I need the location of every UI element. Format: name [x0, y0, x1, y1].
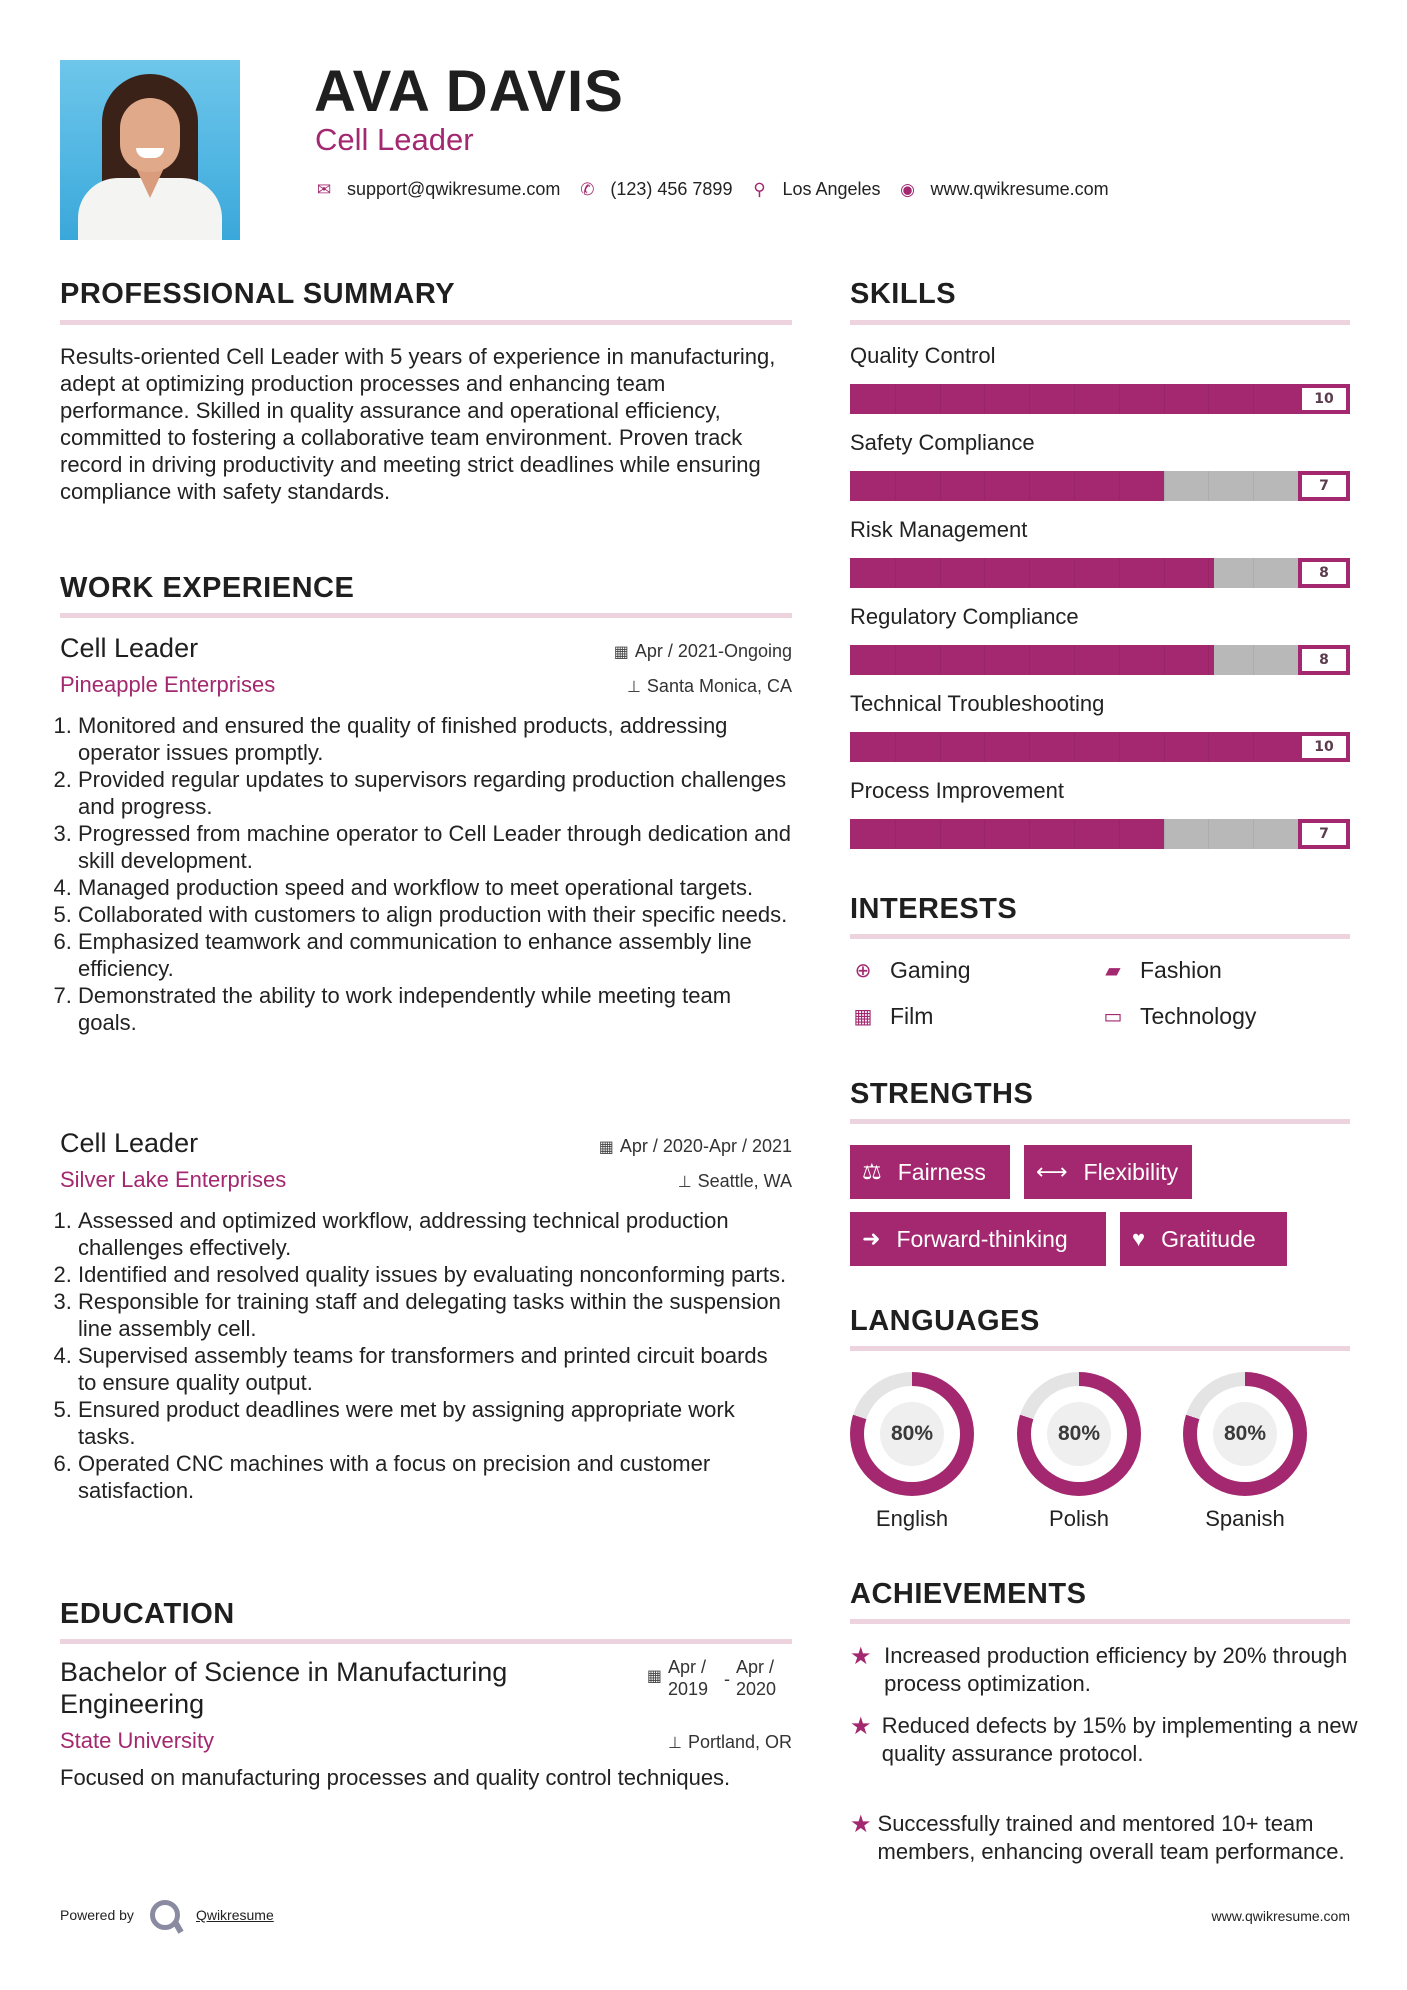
job-entry [60, 1128, 792, 1504]
job-dates: ▦ Apr / 2021-Ongoing [613, 641, 792, 661]
language-name: Spanish [1205, 1506, 1285, 1531]
profile-photo [60, 60, 240, 240]
arrows-horizontal-icon: ⟷ [1036, 1159, 1068, 1184]
location-text: Los Angeles [782, 179, 881, 199]
job-title: Cell Leader [60, 1128, 199, 1158]
star-icon: ★ [850, 1643, 872, 1670]
job-dates: ▦ Apr / 2020-Apr / 2021 [598, 1136, 792, 1156]
envelope-icon: ✉ [316, 179, 332, 199]
education-location: ⊥ Portland, OR [668, 1732, 792, 1752]
calendar-icon: ▦ [646, 1668, 662, 1685]
pushpin-icon: ⊥ [668, 1735, 682, 1752]
contact-bar [315, 179, 1127, 200]
achievement-item: ★ Reduced defects by 15% by implementing a new quality assurance protocol. [850, 1713, 1358, 1766]
email-text: support@qwikresume.com [347, 179, 561, 199]
language-item [850, 1372, 974, 1532]
bullet-item: 3. Responsible for training staff and delegating tasks within the suspension line assembly cell. [78, 1288, 792, 1342]
contact-website[interactable] [899, 179, 1109, 200]
interest-film: ▦ Film [850, 1003, 933, 1030]
contact-phone[interactable] [578, 179, 732, 200]
interests-heading: INTERESTS [850, 893, 1018, 925]
language-percent: 80% [880, 1402, 944, 1466]
language-name: English [875, 1506, 949, 1531]
heart-icon: ♥ [1132, 1226, 1146, 1251]
map-pin-icon: ⚲ [753, 179, 766, 199]
skill-name: Safety Compliance [850, 430, 1035, 455]
interest-gaming: ⊕ Gaming [850, 957, 971, 984]
skill-name: Quality Control [850, 343, 996, 368]
job-location: ⊥ Seattle, WA [677, 1171, 792, 1191]
company-name: Pineapple Enterprises [60, 672, 276, 697]
calendar-icon: ▦ [598, 1139, 614, 1156]
skill-score-badge: 8 [1298, 558, 1350, 588]
language-item [1183, 1372, 1307, 1532]
section-divider [60, 320, 792, 325]
star-icon: ★ [850, 1811, 872, 1838]
bullet-item: 5. Collaborated with customers to align production with their specific needs. [78, 901, 792, 928]
skill-item [850, 343, 1350, 430]
education-description: Focused on manufacturing processes and quality control techniques. [60, 1765, 731, 1790]
bullet-item: 6. Operated CNC machines with a focus on precision and customer satisfaction. [78, 1450, 792, 1504]
skill-name: Regulatory Compliance [850, 604, 1079, 629]
skill-score-badge: 10 [1298, 384, 1350, 414]
job-location: ⊥ Santa Monica, CA [626, 676, 792, 696]
skill-name: Risk Management [850, 517, 1028, 542]
contact-email[interactable] [315, 179, 560, 200]
section-divider [850, 1346, 1350, 1351]
language-name: Polish [1049, 1506, 1109, 1531]
job-entry [60, 633, 792, 1036]
calendar-icon: ▦ [613, 644, 629, 661]
education-entry [60, 1656, 792, 1791]
footer-site-link[interactable]: www.qwikresume.com [1211, 1908, 1350, 1924]
laptop-icon: ▭ [1103, 1006, 1123, 1028]
strength-chip-gratitude: ♥ Gratitude [1120, 1212, 1287, 1266]
powered-by-label: Powered by [60, 1907, 134, 1923]
bullet-item: 1. Monitored and ensured the quality of finished products, addressing operator issues promptly. [78, 712, 792, 766]
skill-bar [850, 819, 1350, 849]
achievements-heading: ACHIEVEMENTS [850, 1578, 1087, 1610]
bullet-item: 7. Demonstrated the ability to work independently while meeting team goals. [78, 982, 792, 1036]
summary-heading: PROFESSIONAL SUMMARY [60, 278, 456, 310]
bullet-item: 4. Managed production speed and workflow to meet operational targets. [78, 874, 792, 901]
skills-list [850, 343, 1350, 865]
bullet-item: 3. Progressed from machine operator to Cell Leader through dedication and skill development. [78, 820, 792, 874]
contact-location [750, 179, 880, 200]
arrow-right-icon: ➜ [862, 1226, 881, 1251]
phone-text: (123) 456 7899 [610, 179, 733, 199]
powered-by [60, 1900, 274, 1930]
degree-title: Bachelor of Science in Manufacturing Engineering [60, 1657, 508, 1719]
skill-score-badge: 7 [1298, 471, 1350, 501]
bullet-item: 5. Ensured product deadlines were met by assigning appropriate work tasks. [78, 1396, 792, 1450]
skill-item [850, 778, 1350, 865]
strength-chip-flexibility: ⟷ Flexibility [1024, 1145, 1192, 1199]
globe-icon: ◉ [900, 179, 915, 199]
skill-item [850, 604, 1350, 691]
skill-bar [850, 471, 1350, 501]
star-icon: ★ [850, 1713, 872, 1740]
section-divider [850, 1119, 1350, 1124]
achievement-item: ★ Increased production efficiency by 20% through process optimization. [850, 1643, 1348, 1696]
bullet-item: 4. Supervised assembly teams for transformers and printed circuit boards to ensure quality output. [78, 1342, 792, 1396]
summary-text: Results-oriented Cell Leader with 5 years of experience in manufacturing, adept at optimizing production processes and enhancing team performance. Skilled in quality assurance and operational efficiency, committed to fostering a collaborative team environment. Proven track record in driving productivity and meeting strict deadlines while ensuring compliance with safety standards. [60, 344, 776, 504]
job-title: Cell Leader [60, 633, 199, 663]
qwikresume-link[interactable]: Qwikresume [195, 1907, 274, 1923]
job-bullets [60, 1207, 792, 1504]
language-percent: 80% [1213, 1402, 1277, 1466]
bullet-item: 2. Provided regular updates to supervisors regarding production challenges and progress. [78, 766, 792, 820]
skill-score-badge: 8 [1298, 645, 1350, 675]
strength-chip-forward-thinking: ➜ Forward-thinking [850, 1212, 1106, 1266]
education-dates: ▦ Apr / 2019 - Apr / 2020 [647, 1656, 792, 1720]
languages-heading: LANGUAGES [850, 1305, 1040, 1337]
job-bullets [60, 712, 792, 1036]
qwikresume-logo-icon [150, 1900, 180, 1930]
education-heading: EDUCATION [60, 1598, 235, 1630]
skill-bar [850, 384, 1350, 414]
skills-heading: SKILLS [850, 278, 957, 310]
pushpin-icon: ⊥ [626, 679, 641, 696]
candidate-title: Cell Leader [315, 122, 474, 157]
candidate-name: AVA DAVIS [314, 59, 624, 124]
language-item [1017, 1372, 1141, 1532]
film-icon: ▦ [853, 1006, 873, 1028]
website-text: www.qwikresume.com [930, 179, 1109, 199]
section-divider [60, 1639, 792, 1644]
skill-name: Process Improvement [850, 778, 1064, 803]
skill-item [850, 691, 1350, 778]
skill-bar [850, 558, 1350, 588]
section-divider [60, 613, 792, 618]
interest-fashion: ▰ Fashion [1100, 957, 1222, 984]
skill-bar [850, 645, 1350, 675]
bullet-item: 1. Assessed and optimized workflow, addressing technical production challenges effectively. [78, 1207, 792, 1261]
language-progress-ring [1183, 1372, 1307, 1496]
section-divider [850, 934, 1350, 939]
skill-bar [850, 732, 1350, 762]
company-name: Silver Lake Enterprises [60, 1167, 287, 1192]
education-end: Apr / 2020 [736, 1657, 777, 1699]
section-divider [850, 320, 1350, 325]
skill-item [850, 517, 1350, 604]
language-percent: 80% [1047, 1402, 1111, 1466]
shopping-bag-icon: ▰ [1105, 960, 1121, 982]
achievement-item: ★ Successfully trained and mentored 10+ team members, enhancing overall team performance. [850, 1811, 1345, 1864]
phone-icon: ✆ [580, 179, 595, 199]
pushpin-icon: ⊥ [677, 1174, 692, 1191]
experience-heading: WORK EXPERIENCE [60, 572, 355, 604]
education-start: Apr / 2019 [668, 1657, 709, 1699]
interest-technology: ▭ Technology [1100, 1003, 1256, 1030]
balance-scale-icon: ⚖ [862, 1159, 882, 1184]
language-progress-ring [1017, 1372, 1141, 1496]
skill-score-badge: 7 [1298, 819, 1350, 849]
bullet-item: 2. Identified and resolved quality issues by evaluating nonconforming parts. [78, 1261, 792, 1288]
strengths-heading: STRENGTHS [850, 1078, 1034, 1110]
strength-chip-fairness: ⚖ Fairness [850, 1145, 1010, 1199]
language-progress-ring [850, 1372, 974, 1496]
skill-item [850, 430, 1350, 517]
section-divider [850, 1619, 1350, 1624]
bullet-item: 6. Emphasized teamwork and communication to enhance assembly line efficiency. [78, 928, 792, 982]
skill-score-badge: 10 [1298, 732, 1350, 762]
skill-name: Technical Troubleshooting [850, 691, 1105, 716]
school-name: State University [60, 1728, 215, 1753]
gamepad-icon: ⊕ [854, 960, 872, 982]
